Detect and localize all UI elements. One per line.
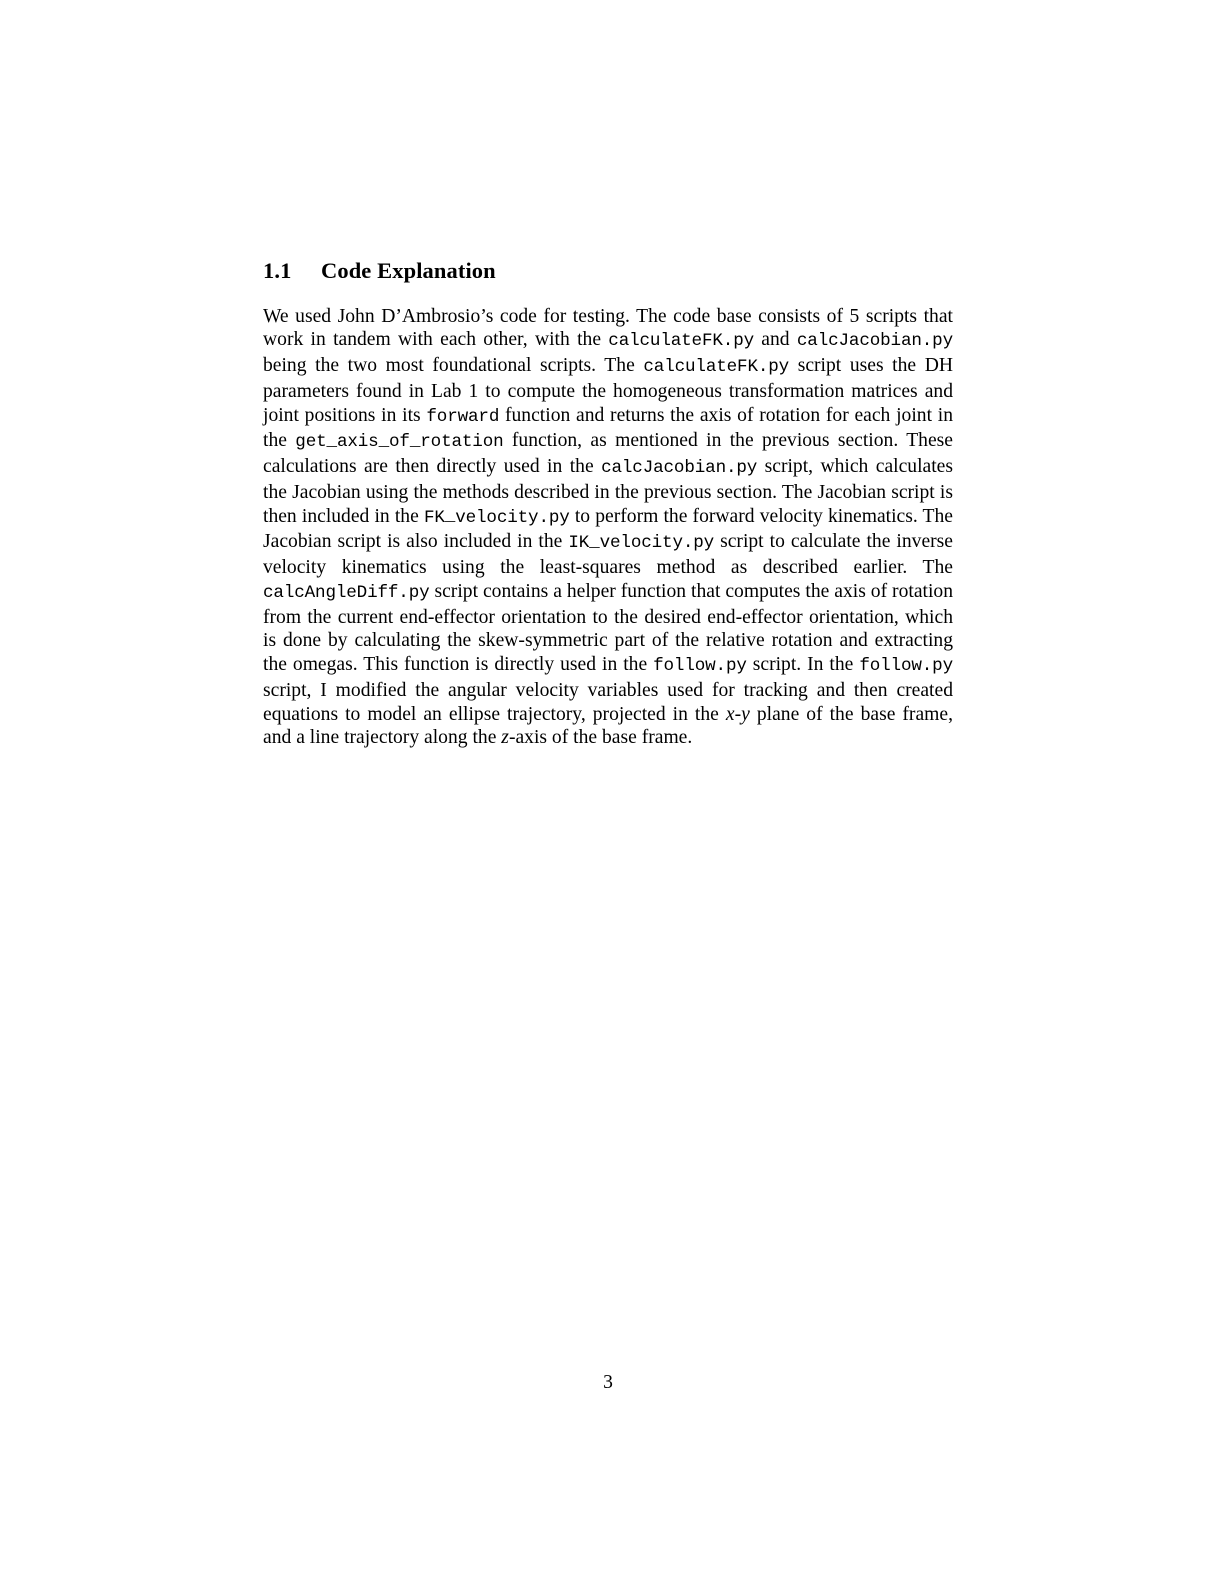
- code-ik-velocity: [568, 533, 714, 553]
- code-calculatefk-2: calculateFK.py: [643, 357, 790, 378]
- underscore-glyph-1: _: [326, 430, 337, 451]
- code-follow-2: follow.py: [859, 656, 953, 677]
- page-number: 3: [603, 1372, 613, 1393]
- code-token-velocity-py-1: velocity.py: [455, 507, 570, 528]
- paragraph-text-6: function, as mentioned in the previous section. These calculations are then directly used in the: [263, 430, 953, 478]
- code-fk-velocity: [423, 505, 570, 528]
- code-get-axis-of-rotation: [295, 432, 503, 452]
- code-token-of: of: [389, 432, 410, 453]
- math-variable-z: z: [501, 727, 509, 749]
- document-page: [263, 0, 953, 1584]
- code-forward: forward: [426, 406, 500, 427]
- paragraph-text-12: script, I modified the angular velocity variables used for tracking and then created equations to model an ellipse trajectory, projected in the: [263, 679, 953, 725]
- underscore-glyph-4: _: [444, 505, 456, 526]
- code-token-axis: axis: [336, 432, 379, 453]
- math-dash: -: [734, 703, 742, 725]
- paragraph-text-8: to perform the forward velocity kinematics. The Jacobian script is also included in the: [263, 505, 953, 553]
- code-follow-1: follow.py: [653, 656, 747, 677]
- code-calculatefk-1: calculateFK.py: [608, 331, 755, 352]
- underscore-glyph-3: _: [409, 430, 421, 451]
- section-heading: [263, 259, 953, 284]
- paragraph-text-13: plane of the base frame, and a line trajectory along the: [263, 703, 953, 749]
- code-token-velocity-py-2: velocity.py: [599, 533, 715, 554]
- code-calcjacobian-2: calcJacobian.py: [601, 458, 758, 479]
- section-title: Code Explanation: [321, 257, 496, 283]
- paragraph-text-3: being the two most foundational scripts. The: [263, 355, 644, 377]
- paragraph-text-1: We used John D’Ambrosio’s code for testing. The code base consists of 5 scripts that work in tandem with each other, with the: [263, 305, 953, 351]
- code-token-ik: IK: [568, 533, 590, 554]
- paragraph-text-7: script, which calculates the Jacobian using the methods described in the previous section. The Jacobian script is then included in the: [263, 456, 953, 527]
- paragraph-text-14: -axis of the base frame.: [508, 727, 693, 749]
- section-number: 1.1: [263, 257, 292, 283]
- code-calcjacobian-1: calcJacobian.py: [796, 331, 953, 352]
- paragraph-text-9: script to calculate the inverse velocity kinematics using the least-squares method as described earlier. The: [263, 531, 953, 579]
- paragraph-text-4: script uses the DH parameters found in Lab 1 to compute the homogeneous transformation matrices and joint positions in its: [263, 355, 954, 426]
- code-token-get: get: [295, 432, 327, 453]
- code-calcangleddiff: calcAngleDiff.py: [263, 582, 430, 603]
- math-variable-x: x: [725, 703, 735, 725]
- paragraph-text-2: and: [754, 329, 797, 351]
- paragraph-text-11: script. In the: [746, 654, 860, 676]
- code-token-fk: FK: [423, 507, 445, 528]
- paragraph-text-5: function and returns the axis of rotation for each joint in the: [263, 404, 953, 452]
- underscore-glyph-5: _: [589, 531, 600, 552]
- code-explanation-paragraph: [263, 305, 953, 751]
- math-variable-y: y: [741, 703, 750, 725]
- paragraph-text-10: script contains a helper function that computes the axis of rotation from the current end-effector orientation to the desired end-effector orientation, which is done by calculating the skew-symmetric part of the relative rotation and extracting the omegas. This function is directly used in the: [263, 580, 953, 676]
- underscore-glyph-2: _: [378, 430, 390, 451]
- code-token-rotation: rotation: [420, 432, 504, 453]
